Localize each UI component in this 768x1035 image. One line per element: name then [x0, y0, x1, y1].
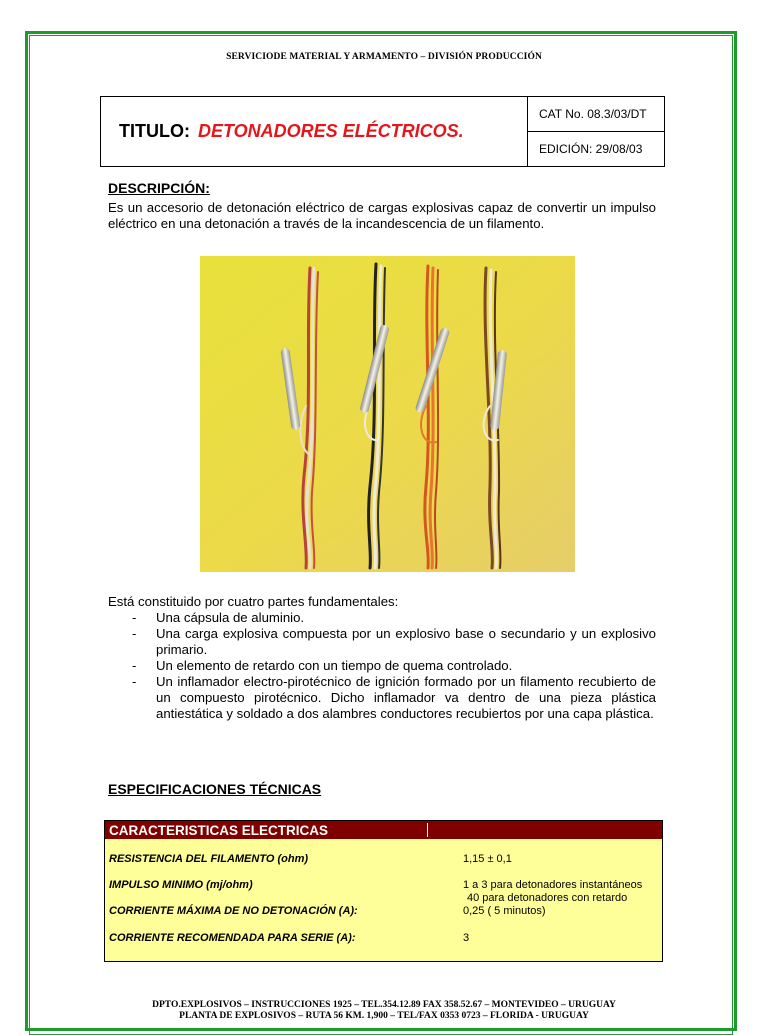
list-item: - Una carga explosiva compuesta por un explosivo base o secundario y un explosivo primario.	[132, 626, 656, 657]
footer-line-1: DPTO.EXPLOSIVOS – INSTRUCCIONES 1925 – TEL.354.12.89 FAX 358.52.67 – MONTEVIDEO – URUGUAY	[152, 1000, 616, 1010]
spec-value: 1 a 3 para detonadores instantáneos	[463, 879, 643, 891]
spec-label: CORRIENTE MÁXIMA DE NO DETONACIÓN (A):	[109, 905, 358, 917]
org-header: SERVICIODE MATERIAL Y ARMAMENTO – DIVISIÓN PRODUCCIÓN	[226, 52, 542, 62]
spec-value: 1,15 ± 0,1	[463, 853, 512, 865]
spec-label: CORRIENTE RECOMENDADA PARA SERIE (A):	[109, 932, 356, 944]
footer	[0, 1000, 768, 1022]
list-item-text: Un elemento de retardo con un tiempo de quema controlado.	[156, 658, 513, 673]
title-value: DETONADORES ELÉCTRICOS.	[197, 121, 464, 141]
spec-table-title: CARACTERISTICAS ELECTRICAS	[109, 822, 329, 838]
description-heading: DESCRIPCIÓN:	[108, 180, 210, 196]
list-item: - Un elemento de retardo con un tiempo de quema controlado.	[132, 658, 513, 673]
title-meta	[527, 97, 664, 166]
spec-table	[104, 820, 663, 962]
parts-list	[108, 610, 656, 722]
edition-date: EDICIÓN: 29/08/03	[528, 131, 664, 166]
spec-table-header	[105, 821, 662, 839]
specs-heading: ESPECIFICACIONES TÉCNICAS	[108, 781, 322, 797]
spec-label: IMPULSO MINIMO (mj/ohm)	[109, 879, 253, 891]
list-item-text: Un inflamador electro-pirotécnico de ignición formado por un filamento recubierto de un compuesto pirotécnico. Dicho inflamador va dentro de una pieza plástica antiestática y soldado a dos alambres conductores recubiertos por una capa plástica.	[156, 674, 656, 721]
spec-value-secondary: 40 para detonadores con retardo	[467, 892, 628, 904]
spec-value: 3	[463, 932, 470, 944]
list-item: - Una cápsula de aluminio.	[132, 610, 305, 625]
spec-header-separator	[427, 823, 428, 837]
description-text: Es un accesorio de detonación eléctrico de cargas explosivas capaz de convertir un impulso eléctrico en una detonación a través de la incandescencia de un filamento.	[108, 200, 656, 231]
list-item-text: Una carga explosiva compuesta por un explosivo base o secundario y un explosivo primario.	[156, 626, 656, 657]
list-item: - Un inflamador electro-pirotécnico de ignición formado por un filamento recubierto de un compuesto pirotécnico. Dicho inflamador va dentro de una pieza plástica antiestática y soldado a dos alambres conductores recubiertos por una capa plástica.	[132, 674, 656, 721]
title-main	[101, 97, 527, 166]
catalog-number: CAT No. 08.3/03/DT	[539, 107, 647, 121]
detonators-photo	[200, 256, 575, 572]
list-item-text: Una cápsula de aluminio.	[156, 610, 305, 625]
title-box	[100, 96, 665, 167]
spec-label: RESISTENCIA DEL FILAMENTO (ohm)	[109, 853, 309, 865]
spec-value: 0,25 ( 5 minutos)	[463, 905, 546, 917]
footer-line-2: PLANTA DE EXPLOSIVOS – RUTA 56 KM. 1,900 – TEL/FAX 0353 0723 – FLORIDA - URUGUAY	[179, 1011, 589, 1021]
title-label: TITULO:	[119, 121, 190, 141]
composition-intro: Está constituido por cuatro partes fundamentales:	[108, 594, 399, 609]
